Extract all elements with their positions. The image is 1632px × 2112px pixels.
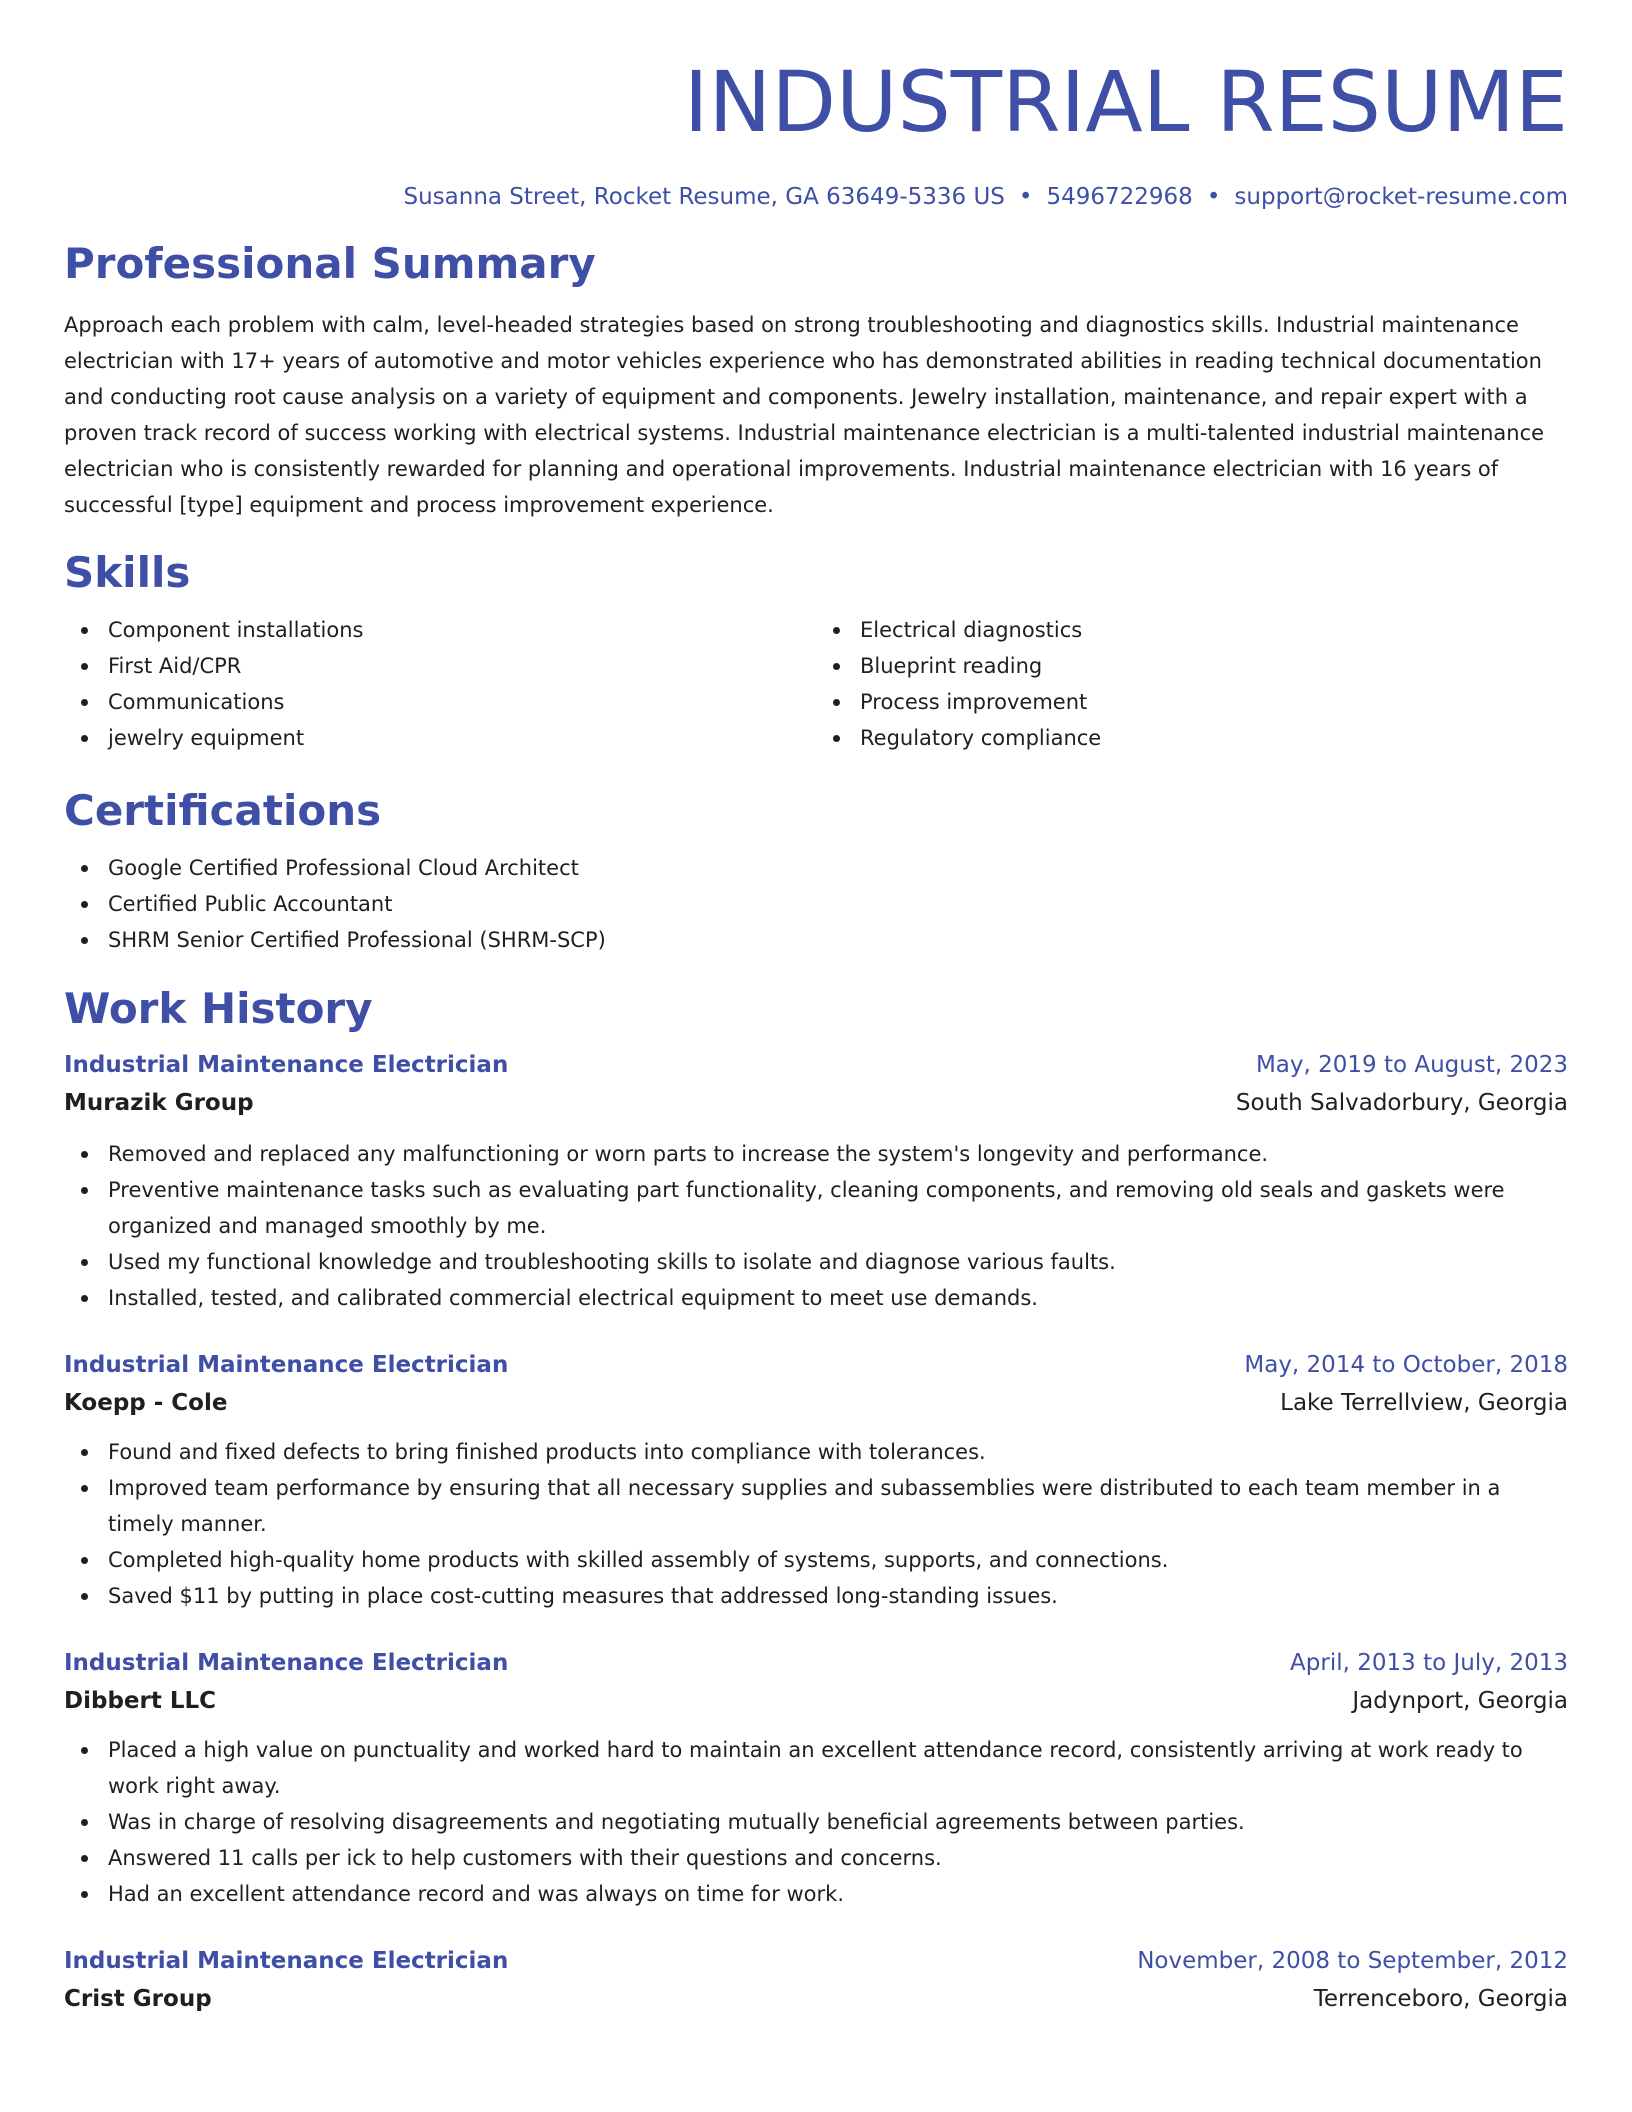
work-history-heading: Work History [64, 984, 373, 1033]
job-title-row [64, 1644, 1568, 1682]
certifications-heading: Certifications [64, 786, 382, 835]
skills-grid [64, 612, 1568, 756]
job-bullet: Placed a high value on punctuality and worked hard to maintain an excellent attendance record, consistently arriving at work ready to work right away. [64, 1732, 1568, 1804]
job-bullets [64, 1136, 1568, 1316]
job-location: South Salvadorbury, Georgia [1235, 1090, 1568, 1116]
job-company-row [64, 1980, 1568, 2018]
job-company-row [64, 1384, 1568, 1422]
skill-item: Process improvement [816, 684, 1568, 720]
certifications-list [64, 850, 1568, 958]
summary-section [64, 239, 1568, 523]
job-company-row [64, 1682, 1568, 1720]
job-company-row [64, 1084, 1568, 1122]
skill-item: Blueprint reading [816, 648, 1568, 684]
job-bullet: Used my functional knowledge and troubleshooting skills to isolate and diagnose various faults. [64, 1244, 1568, 1280]
job-dates: April, 2013 to July, 2013 [1290, 1650, 1568, 1676]
summary-heading: Professional Summary [64, 239, 596, 288]
skill-item: First Aid/CPR [64, 648, 816, 684]
skill-item: Component installations [64, 612, 816, 648]
job-bullet: Installed, tested, and calibrated commercial electrical equipment to meet use demands. [64, 1280, 1568, 1316]
job-bullet: Preventive maintenance tasks such as evaluating part functionality, cleaning components, and removing old seals and gaskets were organized and managed smoothly by me. [64, 1172, 1568, 1244]
job-entry [64, 1046, 1568, 1316]
certification-item: SHRM Senior Certified Professional (SHRM-SCP) [64, 922, 1568, 958]
job-title-row [64, 1046, 1568, 1084]
job-title: Industrial Maintenance Electrician [64, 1352, 509, 1378]
certification-item: Certified Public Accountant [64, 886, 1568, 922]
contact-phone: 5496722968 [1046, 184, 1193, 210]
job-title: Industrial Maintenance Electrician [64, 1052, 509, 1078]
work-history-section [64, 984, 1568, 2018]
job-bullet: Found and fixed defects to bring finished products into compliance with tolerances. [64, 1434, 1568, 1470]
job-entry [64, 1942, 1568, 2018]
certification-item: Google Certified Professional Cloud Architect [64, 850, 1568, 886]
job-bullet: Had an excellent attendance record and was always on time for work. [64, 1876, 1568, 1912]
job-company: Crist Group [64, 1986, 212, 2012]
document-title: INDUSTRIAL RESUME [683, 53, 1568, 151]
job-location: Jadynport, Georgia [1352, 1688, 1568, 1714]
certifications-section [64, 786, 1568, 958]
job-dates: May, 2014 to October, 2018 [1244, 1352, 1568, 1378]
job-title-row [64, 1942, 1568, 1980]
job-company: Murazik Group [64, 1090, 254, 1116]
job-title: Industrial Maintenance Electrician [64, 1948, 509, 1974]
skills-list-right [816, 612, 1568, 756]
skill-item: Communications [64, 684, 816, 720]
skills-heading: Skills [64, 548, 191, 597]
job-bullet: Removed and replaced any malfunctioning or worn parts to increase the system's longevity and performance. [64, 1136, 1568, 1172]
summary-text: Approach each problem with calm, level-headed strategies based on strong troubleshooting and diagnostics skills. Industrial maintenance electrician with 17+ years of automotive and motor vehicles experience who has demonstrated abilities in reading technical documentation and conducting root cause analysis on a variety of equipment and components. Jewelry installation, maintenance, and repair expert with a proven track record of success working with electrical systems. Industrial maintenance electrician is a multi-talented industrial maintenance electrician who is consistently rewarded for planning and operational improvements. Industrial maintenance electrician with 16 years of successful [type] equipment and process improvement experience. [64, 313, 1545, 517]
skills-section [64, 548, 1568, 756]
job-company: Koepp - Cole [64, 1390, 228, 1416]
job-entry [64, 1644, 1568, 1912]
job-title-row [64, 1346, 1568, 1384]
job-bullets [64, 1434, 1568, 1614]
skill-item: Regulatory compliance [816, 720, 1568, 756]
job-entry [64, 1346, 1568, 1614]
job-title: Industrial Maintenance Electrician [64, 1650, 509, 1676]
job-bullet: Completed high-quality home products with skilled assembly of systems, supports, and connections. [64, 1542, 1568, 1578]
job-bullet: Was in charge of resolving disagreements and negotiating mutually beneficial agreements between parties. [64, 1804, 1568, 1840]
skills-list-left [64, 612, 816, 756]
job-bullets [64, 1732, 1568, 1912]
job-company: Dibbert LLC [64, 1688, 217, 1714]
contact-separator: • [1206, 184, 1221, 210]
contact-separator: • [1018, 184, 1033, 210]
contact-address: Susanna Street, Rocket Resume, GA 63649-5336 US [403, 184, 1005, 210]
job-bullet: Improved team performance by ensuring that all necessary supplies and subassemblies were distributed to each team member in a timely manner. [64, 1470, 1568, 1542]
job-location: Terrenceboro, Georgia [1313, 1986, 1568, 2012]
job-dates: November, 2008 to September, 2012 [1137, 1948, 1568, 1974]
skill-item: Electrical diagnostics [816, 612, 1568, 648]
job-bullet: Answered 11 calls per ick to help customers with their questions and concerns. [64, 1840, 1568, 1876]
job-location: Lake Terrellview, Georgia [1280, 1390, 1568, 1416]
job-dates: May, 2019 to August, 2023 [1255, 1052, 1568, 1078]
contact-line [64, 180, 1568, 214]
job-bullet: Saved $11 by putting in place cost-cutting measures that addressed long-standing issues. [64, 1578, 1568, 1614]
contact-email[interactable]: support@rocket-resume.com [1234, 184, 1568, 210]
skill-item: jewelry equipment [64, 720, 816, 756]
